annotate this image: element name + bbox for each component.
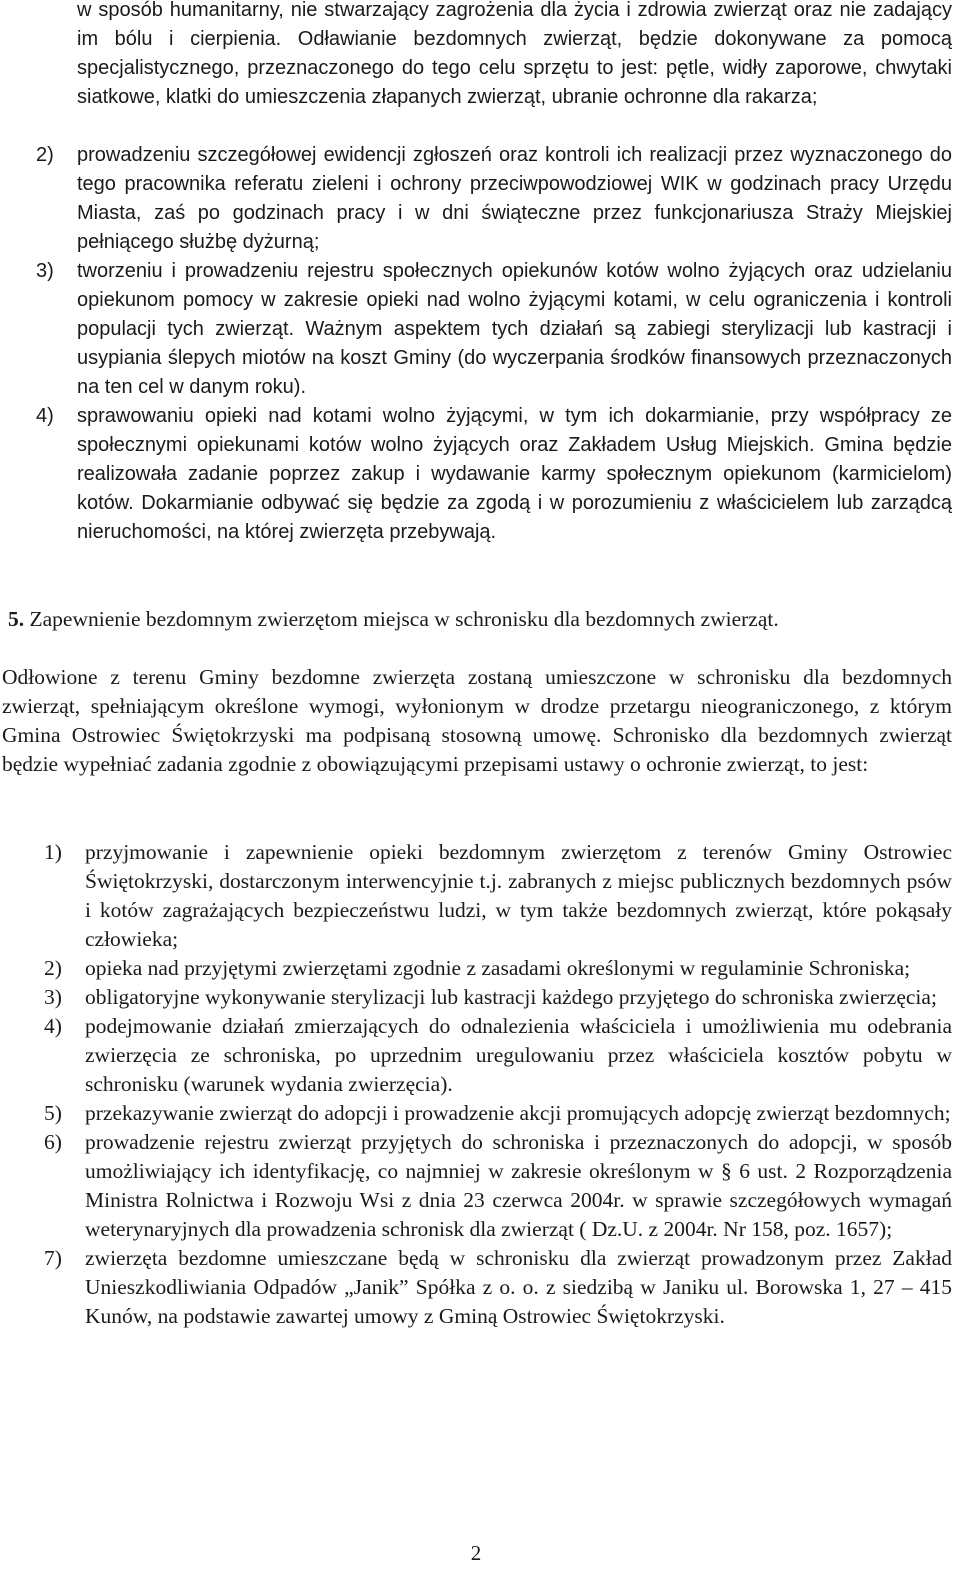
list-item-text: sprawowaniu opieki nad kotami wolno żyjącymi, w tym ich dokarmianie, przy współpracy ze społecznymi opiekunami kotów wolno żyjących oraz Zakładem Usług Miejskich. Gmina będzie realizowała zadanie poprzez zakup i wydawanie karmy społecznym opiekunom (karmicielom) kotów. Dokarmianie odbywać się będzie za zgodą i w porozumieniu z właścicielem lub zarządcą nieruchomości, na której zwierzęta przebywają. [77, 405, 952, 543]
list-item [36, 257, 952, 402]
list-item [44, 1012, 952, 1099]
list-item-number: 3) [36, 260, 54, 282]
list-item-text: tworzeniu i prowadzeniu rejestru społecznych opiekunów kotów wolno żyjących oraz udzielaniu opiekunom pomocy w zakresie opieki nad wolno żyjącymi kotami, w celu ograniczenia i kontroli populacji tych zwierząt. Ważnym aspektem tych działań są zabiegi sterylizacji lub kastracji i usypiania ślepych miotów na koszt Gminy (do wyczerpania środków finansowych przeznaczonych na ten cel w danym roku). [77, 260, 952, 398]
list-item-number: 6) [44, 1130, 62, 1154]
list-item [44, 1099, 952, 1128]
list-item-number: 2) [44, 956, 62, 980]
section-number: 5. [8, 607, 25, 631]
list-item-text: prowadzenie rejestru zwierząt przyjętych do schroniska i przeznaczonych do adopcji, w sposób umożliwiający ich identyfikację, co najmniej w zakresie określonym w § 6 ust. 2 Rozporządzenia Ministra Rolnictwa i Rozwoju Wsi z dnia 23 czerwca 2004r. w sprawie szczegółowych wymagań weterynaryjnych dla prowadzenia schronisk dla zwierząt ( Dz.U. z 2004r. Nr 158, poz. 1657); [85, 1130, 952, 1241]
list-item-text: obligatoryjne wykonywanie sterylizacji lub kastracji każdego przyjętego do schroniska zwierzęcia; [85, 985, 937, 1009]
list-item [44, 838, 952, 954]
list-item-number: 1) [44, 840, 62, 864]
list-item [36, 141, 952, 257]
list-item-text: zwierzęta bezdomne umieszczane będą w schronisku dla zwierząt prowadzonym przez Zakład Unieszkodliwiania Odpadów „Janik” Spółka z o. o. z siedzibą w Janiku ul. Borowska 1, 27 – 415 Kunów, na podstawie zawartej umowy z Gminą Ostrowiec Świętokrzyski. [85, 1246, 952, 1328]
section-title: Zapewnienie bezdomnym zwierzętom miejsca w schronisku dla bezdomnych zwierząt. [29, 607, 779, 631]
list-item [44, 983, 952, 1012]
list-item-text: przekazywanie zwierząt do adopcji i prowadzenie akcji promujących adopcję zwierząt bezdomnych; [85, 1101, 951, 1125]
task-list-a [36, 141, 952, 547]
list-item-text: przyjmowanie i zapewnienie opieki bezdomnym zwierzętom z terenów Gminy Ostrowiec Świętokrzyski, dostarczonym interwencyjnie t.j. zabranych z miejsc publicznych bezdomnych psów i kotów zagrażających bezpieczeństwu ludzi, w tym także bezdomnych zwierząt, które pokąsały człowieka; [85, 840, 952, 951]
task-list-b [44, 838, 952, 1331]
continuation-paragraph: w sposób humanitarny, nie stwarzający zagrożenia dla życia i zdrowia zwierząt oraz nie zadający im bólu i cierpienia. Odławianie bezdomnych zwierząt, będzie dokonywane za pomocą specjalistycznego, przeznaczonego do tego celu sprzętu to jest: pętle, widły zaporowe, chwytaki siatkowe, klatki do umieszczenia złapanych zwierząt, ubranie ochronne dla rakarza; [77, 0, 952, 108]
list-item [36, 402, 952, 547]
list-item-number: 2) [36, 144, 54, 166]
list-item-text: podejmowanie działań zmierzających do odnalezienia właściciela i umożliwienia mu odebrania zwierzęcia ze schroniska, po uprzednim uregulowaniu przez właściciela kosztów pobytu w schronisku (warunek wydania zwierzęcia). [85, 1014, 952, 1096]
list-item [44, 1128, 952, 1244]
list-item-number: 4) [44, 1014, 62, 1038]
list-item-number: 5) [44, 1101, 62, 1125]
list-item-text: opieka nad przyjętymi zwierzętami zgodnie z zasadami określonymi w regulaminie Schroniska; [85, 956, 911, 980]
intro-paragraph: Odłowione z terenu Gminy bezdomne zwierzęta zostaną umieszczone w schronisku dla bezdomnych zwierząt, spełniającym określone wymogi, wyłonionym w drodze przetargu nieograniczonego, z którym Gmina Ostrowiec Świętokrzyski ma podpisaną stosowną umowę. Schronisko dla bezdomnych zwierząt będzie wypełniać zadania zgodnie z obowiązującymi przepisami ustawy o ochronie zwierząt, to jest: [2, 665, 952, 776]
list-item [44, 954, 952, 983]
list-item-number: 7) [44, 1246, 62, 1270]
section-heading [8, 605, 952, 634]
list-item-text: prowadzeniu szczegółowej ewidencji zgłoszeń oraz kontroli ich realizacji przez wyznaczonego do tego pracownika referatu zieleni i ochrony przeciwpowodziowej WIK w godzinach pracy Urzędu Miasta, zaś po godzinach pracy i w dni świąteczne przez funkcjonariusza Straży Miejskiej pełniącego służbę dyżurną; [77, 144, 952, 253]
list-item-number: 3) [44, 985, 62, 1009]
list-item-number: 4) [36, 405, 54, 427]
list-item [44, 1244, 952, 1331]
page-number: 2 [470, 1541, 482, 1565]
